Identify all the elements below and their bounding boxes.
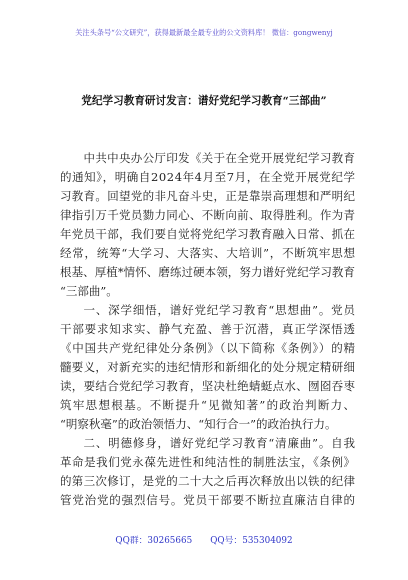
paragraph-line-text: 的通知》，明确自2024年4月至7月，在全党开展党纪学 bbox=[60, 169, 356, 184]
paragraph-line bbox=[60, 225, 355, 244]
paragraph-intro bbox=[60, 149, 355, 301]
paragraph-line bbox=[60, 187, 355, 206]
paragraph-line-text: 经常，统筹“大学习、大落实、大培训”，不断筑牢思想 bbox=[60, 245, 356, 260]
paragraph-line bbox=[60, 320, 355, 339]
footer-qq-number: QQ号：535304092 bbox=[210, 536, 293, 546]
paragraph-line-text: 律指引万千党员勠力同心、不断向前、取得胜利。作为青 bbox=[60, 207, 356, 222]
paragraph-line bbox=[60, 472, 355, 491]
document-body bbox=[60, 149, 355, 510]
paragraph-line bbox=[60, 339, 355, 358]
section-heading-text: 一、深学细悟，谱好党纪学习教育“思想曲”。党员 bbox=[83, 302, 356, 317]
header-promo-text: 关注头条号“公文研究”，获得最新最全最专业的公文资料库！ 微信：gongwenyj bbox=[75, 28, 333, 37]
paragraph-line bbox=[60, 491, 355, 510]
section-two-paragraph bbox=[60, 434, 355, 510]
footer-contact bbox=[0, 534, 408, 548]
paragraph-line-text: 筑牢思想根基。不断提升“见微知著”的政治判断力、 bbox=[60, 397, 357, 412]
paragraph-line bbox=[60, 434, 355, 453]
paragraph-line bbox=[60, 206, 355, 225]
paragraph-line bbox=[60, 377, 355, 396]
document-title: 党纪学习教育研讨发言：谱好党纪学习教育“三部曲” bbox=[81, 95, 327, 107]
section-one-paragraph bbox=[60, 301, 355, 434]
paragraph-line-text: 习教育。回望党的非凡奋斗史，正是靠崇高理想和严明纪 bbox=[60, 188, 356, 203]
paragraph-line-text: 《中国共产党纪律处分条例》（以下简称《条例》）的精 bbox=[60, 340, 356, 355]
paragraph-line-text: 髓要义，对新充实的违纪情形和新细化的处分规定精研细 bbox=[60, 359, 356, 374]
paragraph-line-text: 中共中央办公厅印发《关于在全党开展党纪学习教育 bbox=[83, 150, 356, 165]
paragraph-line-text: 的第三次修订，是党的二十大之后再次释放出以铁的纪律 bbox=[60, 473, 356, 488]
paragraph-line bbox=[60, 263, 355, 282]
paragraph-line bbox=[60, 282, 355, 301]
paragraph-line bbox=[60, 149, 355, 168]
paragraph-line bbox=[60, 453, 355, 472]
paragraph-line-text: 革命是我们党永葆先进性和纯洁性的制胜法宝，《条例》 bbox=[60, 454, 356, 469]
paragraph-line-text: 读，要结合党纪学习教育，坚决杜绝蜻蜓点水、囫囵吞枣 bbox=[60, 378, 356, 393]
paragraph-line-text: 管党治党的强烈信号。党员干部要不断拉直廉洁自律的 bbox=[60, 492, 356, 507]
paragraph-line bbox=[60, 358, 355, 377]
section-heading-text: 二、明德修身，谱好党纪学习教育“清廉曲”。自我 bbox=[83, 435, 356, 450]
paragraph-line-text: 根基、厚植*情怀、磨练过硬本领，努力谱好党纪学习教育 bbox=[60, 264, 356, 279]
paragraph-line bbox=[60, 396, 355, 415]
paragraph-line-text: “三部曲”。 bbox=[60, 283, 118, 298]
paragraph-line-text: 年党员干部，我们要自觉将党纪学习教育融入日常、抓在 bbox=[60, 226, 356, 241]
paragraph-line bbox=[60, 244, 355, 263]
paragraph-line-text: “明察秋毫”的政治领悟力、“知行合一”的政治执行力。 bbox=[60, 416, 337, 431]
footer-qq-group: QQ群：30265665 bbox=[115, 536, 193, 546]
paragraph-line bbox=[60, 168, 355, 187]
paragraph-line bbox=[60, 415, 355, 434]
paragraph-line bbox=[60, 301, 355, 320]
paragraph-line-text: 干部要求知求实、静气充盈、善于沉潜，真正学深悟透 bbox=[60, 321, 356, 336]
